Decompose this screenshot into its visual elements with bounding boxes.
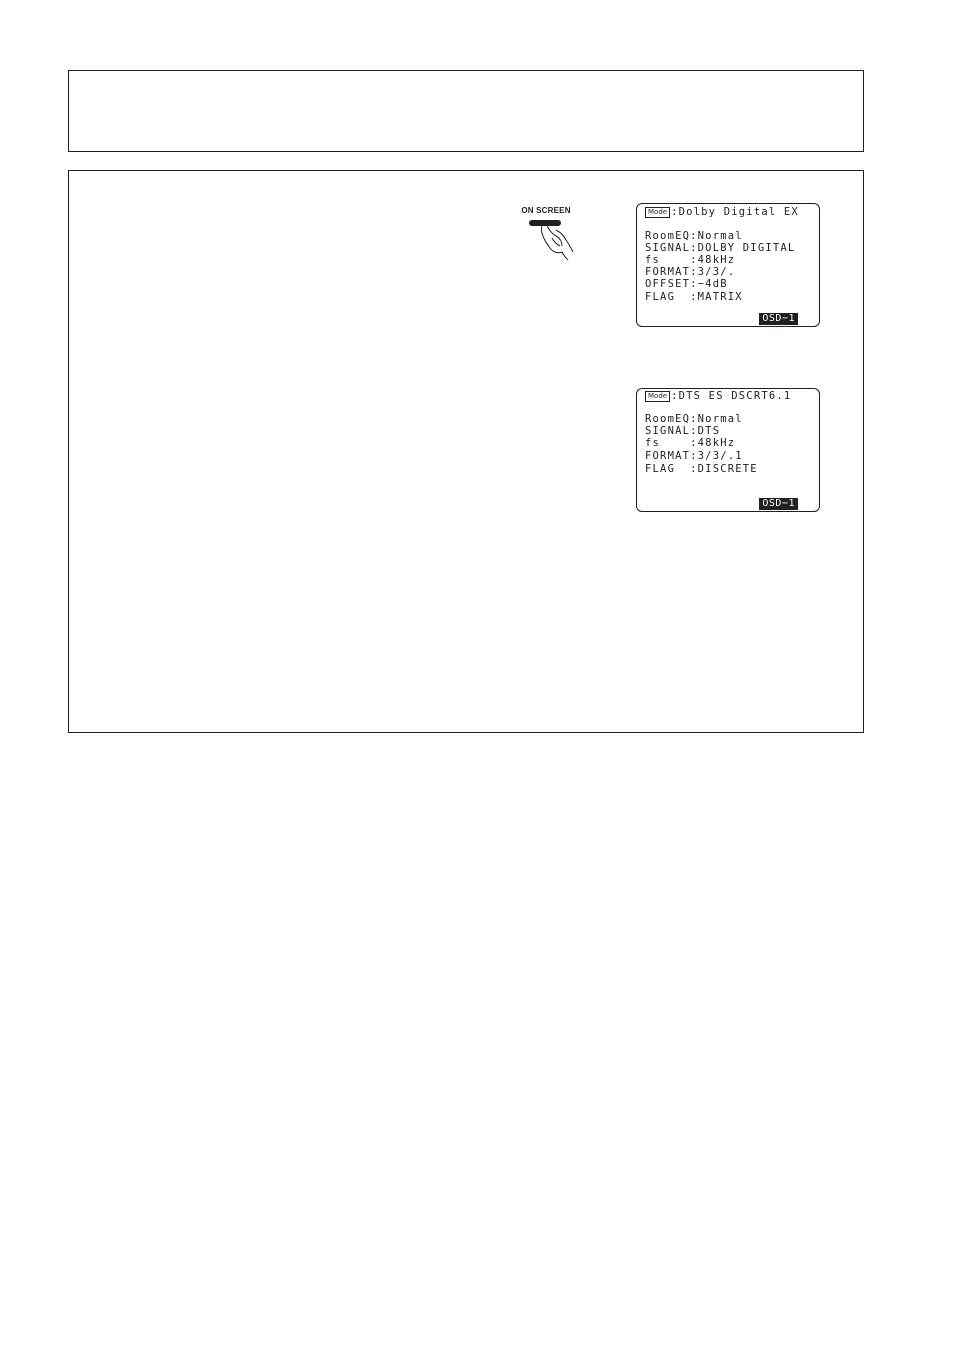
osd-line-fs: fs :48kHz bbox=[645, 437, 736, 449]
on-screen-button-illustration bbox=[516, 206, 586, 266]
top-frame bbox=[68, 70, 864, 152]
on-screen-button-label: ON SCREEN bbox=[521, 206, 571, 215]
osd-line-roomeq: RoomEQ:Normal bbox=[645, 413, 743, 425]
osd-mode-line bbox=[645, 390, 791, 402]
mode-tag: Mode bbox=[645, 391, 670, 402]
osd-line-format: FORMAT:3/3/. bbox=[645, 266, 736, 278]
mode-value: :Dolby Digital EX bbox=[671, 206, 799, 218]
osd-line-signal: SIGNAL:DTS bbox=[645, 425, 721, 437]
osd-screen-dts bbox=[636, 388, 820, 512]
osd-mode-line bbox=[645, 206, 799, 218]
osd-line-flag: FLAG :MATRIX bbox=[645, 291, 743, 303]
osd-line-offset: OFFSET:−4dB bbox=[645, 278, 728, 290]
osd-page-badge: OSD−1 bbox=[759, 498, 798, 510]
osd-screen-dolby bbox=[636, 203, 820, 327]
osd-line-roomeq: RoomEQ:Normal bbox=[645, 230, 743, 242]
osd-line-fs: fs :48kHz bbox=[645, 254, 736, 266]
mode-tag: Mode bbox=[645, 207, 670, 218]
hand-press-icon bbox=[516, 216, 586, 266]
mode-value: :DTS ES DSCRT6.1 bbox=[671, 390, 792, 402]
osd-line-flag: FLAG :DISCRETE bbox=[645, 463, 758, 475]
osd-line-format: FORMAT:3/3/.1 bbox=[645, 450, 743, 462]
osd-page-badge: OSD−1 bbox=[759, 313, 798, 325]
osd-line-signal: SIGNAL:DOLBY DIGITAL bbox=[645, 242, 796, 254]
